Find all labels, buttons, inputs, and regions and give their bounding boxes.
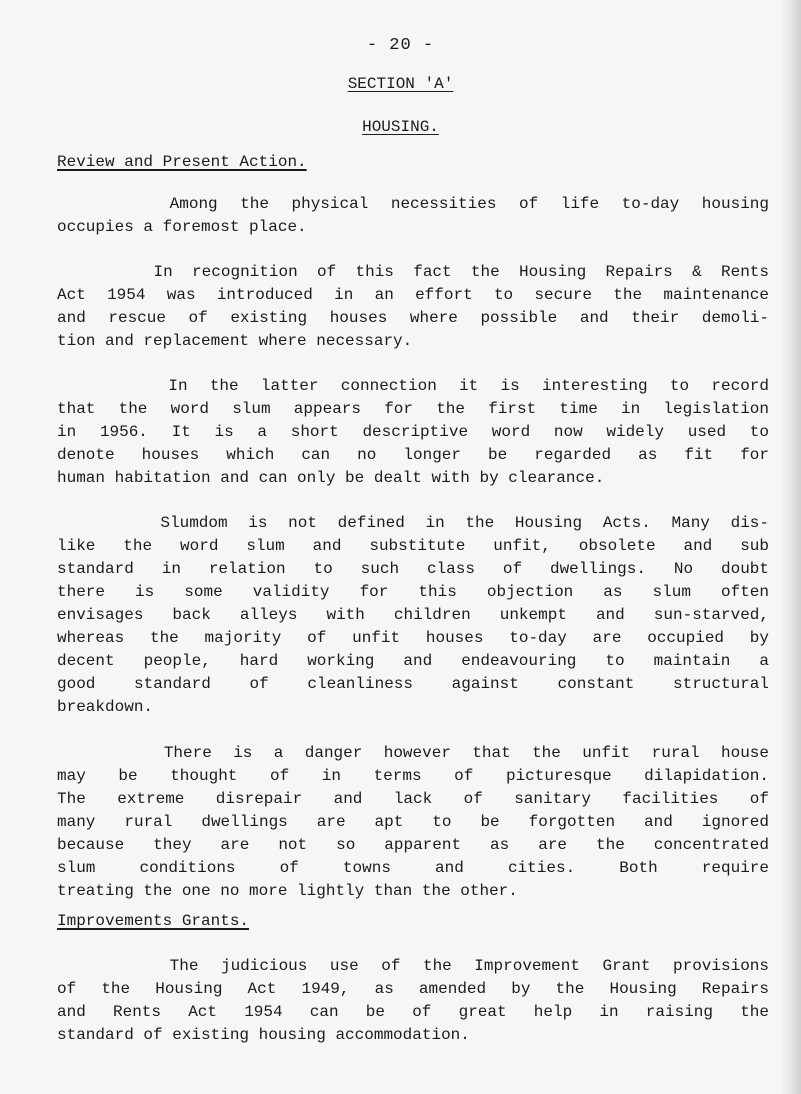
section-title xyxy=(0,75,801,93)
section-title-text: SECTION 'A' xyxy=(347,75,454,93)
text-line: The extreme disrepair and lack of sanitary facilities of xyxy=(57,790,769,808)
text-line: Among the physical necessities of life to-day housing xyxy=(57,195,769,213)
text-line: In recognition of this fact the Housing Repairs & Rents xyxy=(57,263,769,281)
paragraph-improvement-grants xyxy=(57,955,769,1047)
text-line: Slumdom is not defined in the Housing Acts. Many dis- xyxy=(57,514,769,532)
text-line: slum conditions of towns and cities. Both require xyxy=(57,859,769,877)
text-line: because they are not so apparent as are the concentrated xyxy=(57,836,769,854)
text-line: may be thought of in terms of picturesque dilapidation. xyxy=(57,767,769,785)
housing-title xyxy=(0,118,801,136)
text-line: tion and replacement where necessary. xyxy=(57,332,413,350)
text-line: in 1956. It is a short descriptive word now widely used to xyxy=(57,423,769,441)
text-line: breakdown. xyxy=(57,698,154,716)
text-line: standard in relation to such class of dwellings. No doubt xyxy=(57,560,769,578)
text-line: and rescue of existing houses where possible and their demoli- xyxy=(57,309,769,327)
text-line: good standard of cleanliness against constant structural xyxy=(57,675,769,693)
text-line: there is some validity for this objection as slum often xyxy=(57,583,769,601)
text-line: like the word slum and substitute unfit, obsolete and sub xyxy=(57,537,769,555)
paragraph-slumdom xyxy=(57,512,769,719)
text-line: denote houses which can no longer be regarded as fit for xyxy=(57,446,769,464)
paragraph-act-1954 xyxy=(57,261,769,353)
text-line: Act 1954 was introduced in an effort to secure the maintenance xyxy=(57,286,769,304)
text-line: human habitation and can only be dealt with by clearance. xyxy=(57,469,605,487)
text-line: whereas the majority of unfit houses to-day are occupied by xyxy=(57,629,769,647)
paragraph-slum-legislation xyxy=(57,375,769,490)
housing-title-text: HOUSING. xyxy=(362,118,439,136)
text-line: decent people, hard working and endeavouring to maintain a xyxy=(57,652,769,670)
paragraph-physical-necessities xyxy=(57,193,769,239)
text-line: There is a danger however that the unfit rural house xyxy=(57,744,769,762)
improvement-grants-heading: Improvements Grants. xyxy=(57,912,250,930)
text-line: that the word slum appears for the first time in legislation xyxy=(57,400,769,418)
text-line: occupies a foremost place. xyxy=(57,218,307,236)
page-number: - 20 - xyxy=(366,36,435,55)
text-line: The judicious use of the Improvement Grant provisions xyxy=(57,957,769,975)
review-heading: Review and Present Action. xyxy=(57,153,307,171)
text-line: treating the one no more lightly than the other. xyxy=(57,882,518,900)
paragraph-rural-house xyxy=(57,742,769,903)
text-line: standard of existing housing accommodation. xyxy=(57,1026,470,1044)
text-line: of the Housing Act 1949, as amended by the Housing Repairs xyxy=(57,980,769,998)
text-line: In the latter connection it is interesting to record xyxy=(57,377,769,395)
page-edge-shadow xyxy=(779,0,801,1094)
text-line: many rural dwellings are apt to be forgotten and ignored xyxy=(57,813,769,831)
text-line: and Rents Act 1954 can be of great help in raising the xyxy=(57,1003,769,1021)
text-line: envisages back alleys with children unkempt and sun-starved, xyxy=(57,606,769,624)
